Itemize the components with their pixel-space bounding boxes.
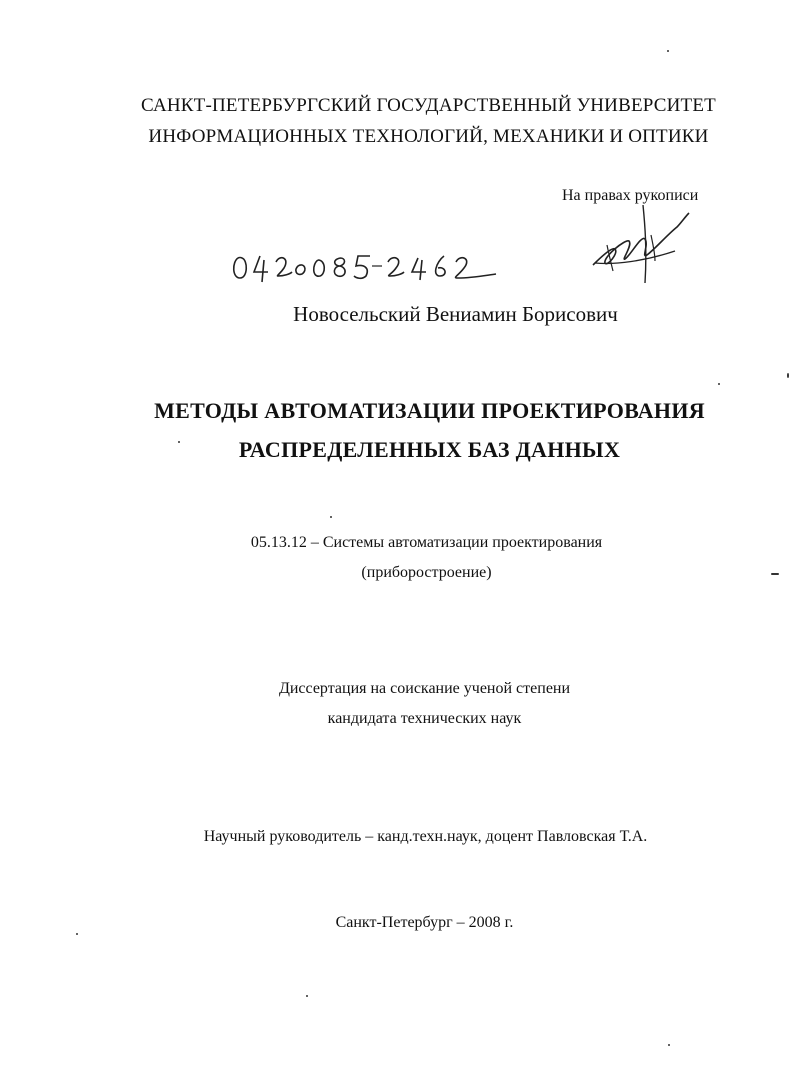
scientific-advisor: Научный руководитель – канд.техн.наук, доцент Павловская Т.А.: [203, 828, 648, 845]
scan-speck: [330, 516, 332, 518]
specialty-code-line1: 05.13.12 – Системы автоматизации проектирования: [250, 534, 603, 551]
manuscript-rights-note: На правах рукописи: [562, 187, 699, 204]
author-name: Новосельский Вениамин Борисович: [293, 302, 618, 326]
scan-speck: [667, 50, 669, 52]
scan-speck: [718, 383, 720, 385]
scan-speck: [771, 573, 779, 575]
signature-image: [585, 205, 695, 283]
university-name-line1: САНКТ-ПЕТЕРБУРГСКИЙ ГОСУДАРСТВЕННЫЙ УНИВЕРСИТЕТ: [141, 95, 716, 116]
dissertation-title-line1: МЕТОДЫ АВТОМАТИЗАЦИИ ПРОЕКТИРОВАНИЯ: [154, 398, 705, 423]
scan-speck: [306, 995, 308, 997]
degree-statement-line1: Диссертация на соискание ученой степени: [278, 680, 571, 697]
city-and-year: Санкт-Петербург – 2008 г.: [335, 914, 514, 931]
handwritten-registration-number: [232, 248, 502, 288]
university-name-line2: ИНФОРМАЦИОННЫХ ТЕХНОЛОГИЙ, МЕХАНИКИ И ОПТИКИ: [148, 126, 709, 147]
scan-speck: [668, 1044, 670, 1046]
scan-speck: [76, 933, 78, 935]
degree-statement-line2: кандидата технических наук: [327, 710, 522, 727]
scan-speck: [787, 373, 789, 378]
dissertation-title-line2: РАСПРЕДЕЛЕННЫХ БАЗ ДАННЫХ: [238, 437, 621, 462]
scan-speck: [178, 441, 180, 443]
specialty-code-line2: (приборостроение): [361, 564, 492, 581]
